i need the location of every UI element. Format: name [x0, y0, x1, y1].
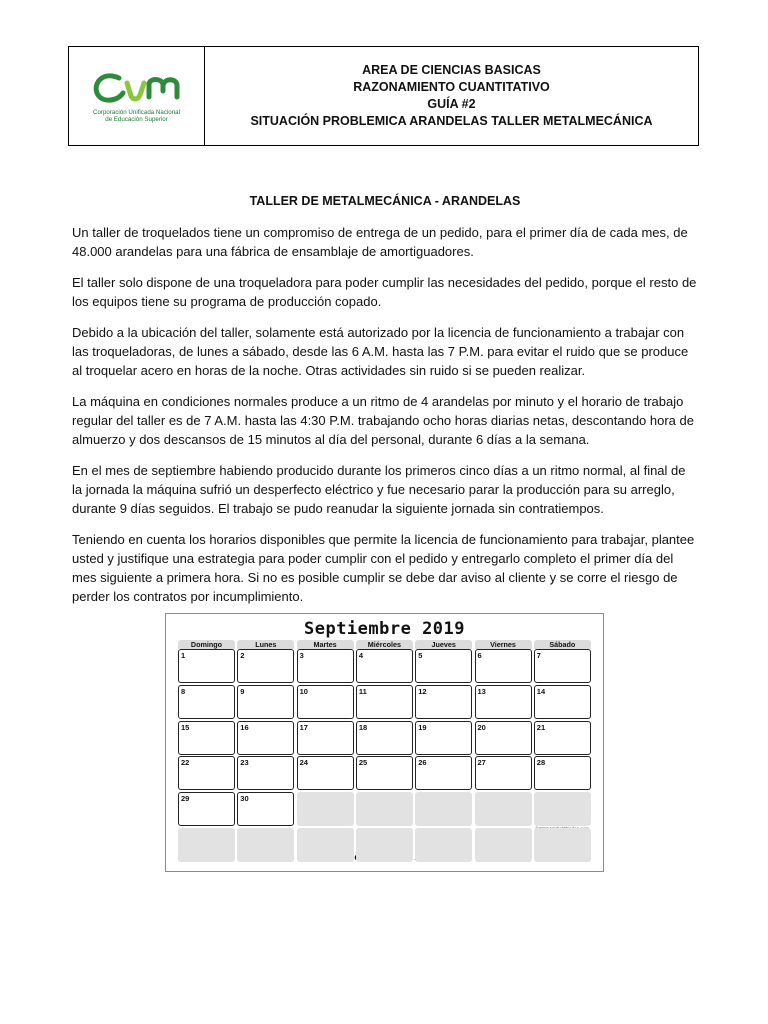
header-title-block	[205, 47, 698, 145]
institution-name-line1: Corporación Unificada Nacional	[92, 108, 180, 116]
calendar-day-cell: 4	[356, 649, 413, 683]
calendar-day-cell: 28	[534, 756, 591, 790]
calendar-day-cell: 13	[475, 685, 532, 719]
document-header	[68, 46, 699, 146]
calendar-empty-cell	[297, 792, 354, 826]
weekday-header: Lunes	[237, 640, 294, 649]
institution-logo	[69, 47, 205, 145]
calendar-day-cell: 9	[237, 685, 294, 719]
calendar-day-cell: 11	[356, 685, 413, 719]
september-calendar	[165, 613, 604, 872]
calendar-day-cell: 15	[178, 721, 235, 755]
calendar-day-cell: 18	[356, 721, 413, 755]
institution-name-line2: de Educación Superior	[105, 116, 168, 123]
paragraph: Un taller de troquelados tiene un compromiso de entrega de un pedido, para el primer día de cada mes, de 48.000 arandelas para una fábrica de ensamblaje de amortiguadores.	[72, 225, 688, 259]
weekday-header: Sábado	[534, 640, 591, 649]
calendar-day-cell: 30	[237, 792, 294, 826]
calendar-day-cell: 2	[237, 649, 294, 683]
calendar-day-cell: 17	[297, 721, 354, 755]
guide-number: GUÍA #2	[427, 97, 476, 111]
calendar-day-cell: 24	[297, 756, 354, 790]
calendar-empty-cell	[534, 792, 591, 826]
calendar-empty-cell	[475, 828, 532, 862]
calendar-title: Septiembre 2019	[303, 619, 466, 639]
weekday-header: Martes	[297, 640, 354, 649]
calendar-day-cell: 25	[356, 756, 413, 790]
paragraph: Debido a la ubicación del taller, solamente está autorizado por la licencia de funcionamiento a trabajar con las troqueladoras, de lunes a sábado, desde las 6 A.M. hasta las 7 P.M. para evitar el ruido que se produce al troquelar acero en horas de la noche. Otras actividades sin ruido si se pueden realizar.	[72, 325, 689, 378]
document-body	[72, 192, 698, 618]
paragraph: El taller solo dispone de una troqueladora para poder cumplir las necesidades del pedido, porque el resto de los equipos tiene su programa de producción copado.	[72, 275, 697, 309]
calendar-day-cell: 14	[534, 685, 591, 719]
calendar-day-cell: 21	[534, 721, 591, 755]
weekday-header: Viernes	[475, 640, 532, 649]
calendar-day-cell: 12	[415, 685, 472, 719]
calendar-empty-cell	[475, 792, 532, 826]
calendar-day-cell: 6	[475, 649, 532, 683]
calendar-empty-cell	[415, 792, 472, 826]
calendar-empty-cell	[297, 828, 354, 862]
calendar-empty-cell	[415, 828, 472, 862]
calendar-day-cell: 27	[475, 756, 532, 790]
calendar-empty-cell	[178, 828, 235, 862]
calendar-day-cell: 16	[237, 721, 294, 755]
calendar-day-cell: 7	[534, 649, 591, 683]
paragraph: En el mes de septiembre habiendo producido durante los primeros cinco días a un ritmo normal, al final de la jornada la máquina sufrió un desperfecto eléctrico y fue necesario parar la producción para su arreglo, durante 9 días seguidos. El trabajo se pudo reanudar la siguiente jornada sin contratiempos.	[72, 463, 686, 516]
calendar-day-cell: 19	[415, 721, 472, 755]
calendar-empty-cell	[237, 828, 294, 862]
paragraph: La máquina en condiciones normales produce a un ritmo de 4 arandelas por minuto y el horario de trabajo regular del taller es de 7 A.M. hasta las 4:30 P.M. trabajando ocho horas diarias netas, descontando hora de almuerzo y dos descansos de 15 minutos al día del personal, durante 6 días a la semana.	[72, 394, 694, 447]
calendar-empty-cell	[534, 828, 591, 862]
weekday-header: Miércoles	[356, 640, 413, 649]
situation-title: SITUACIÓN PROBLEMICA ARANDELAS TALLER METALMECÁNICA	[250, 114, 653, 128]
calendar-day-cell: 20	[475, 721, 532, 755]
weekday-header: Domingo	[178, 640, 235, 649]
weekday-header: Jueves	[415, 640, 472, 649]
calendar-empty-cell	[356, 792, 413, 826]
calendar-day-cell: 8	[178, 685, 235, 719]
calendar-day-cell: 26	[415, 756, 472, 790]
calendar-day-cell: 3	[297, 649, 354, 683]
calendar-empty-cell	[356, 828, 413, 862]
calendar-day-cell: 22	[178, 756, 235, 790]
course-title: RAZONAMIENTO CUANTITATIVO	[353, 80, 550, 94]
calendar-day-cell: 29	[178, 792, 235, 826]
institution-name	[93, 109, 180, 124]
calendar-day-cell: 23	[237, 756, 294, 790]
cun-logo-icon	[91, 69, 183, 107]
document-title: TALLER DE METALMECÁNICA - ARANDELAS	[249, 194, 521, 208]
paragraph: Teniendo en cuenta los horarios disponibles que permite la licencia de funcionamiento para trabajar, plantee usted y justifique una estrategia para poder cumplir con el pedido y entregarlo completo el primer día del mes siguiente a primera hora. Si no es posible cumplir se debe dar aviso al cliente y se corre el riesgo de perder los contratos por incumplimiento.	[72, 532, 695, 604]
area-title: AREA DE CIENCIAS BASICAS	[362, 63, 541, 77]
calendar-day-cell: 10	[297, 685, 354, 719]
calendar-day-cell: 1	[178, 649, 235, 683]
calendar-day-cell: 5	[415, 649, 472, 683]
